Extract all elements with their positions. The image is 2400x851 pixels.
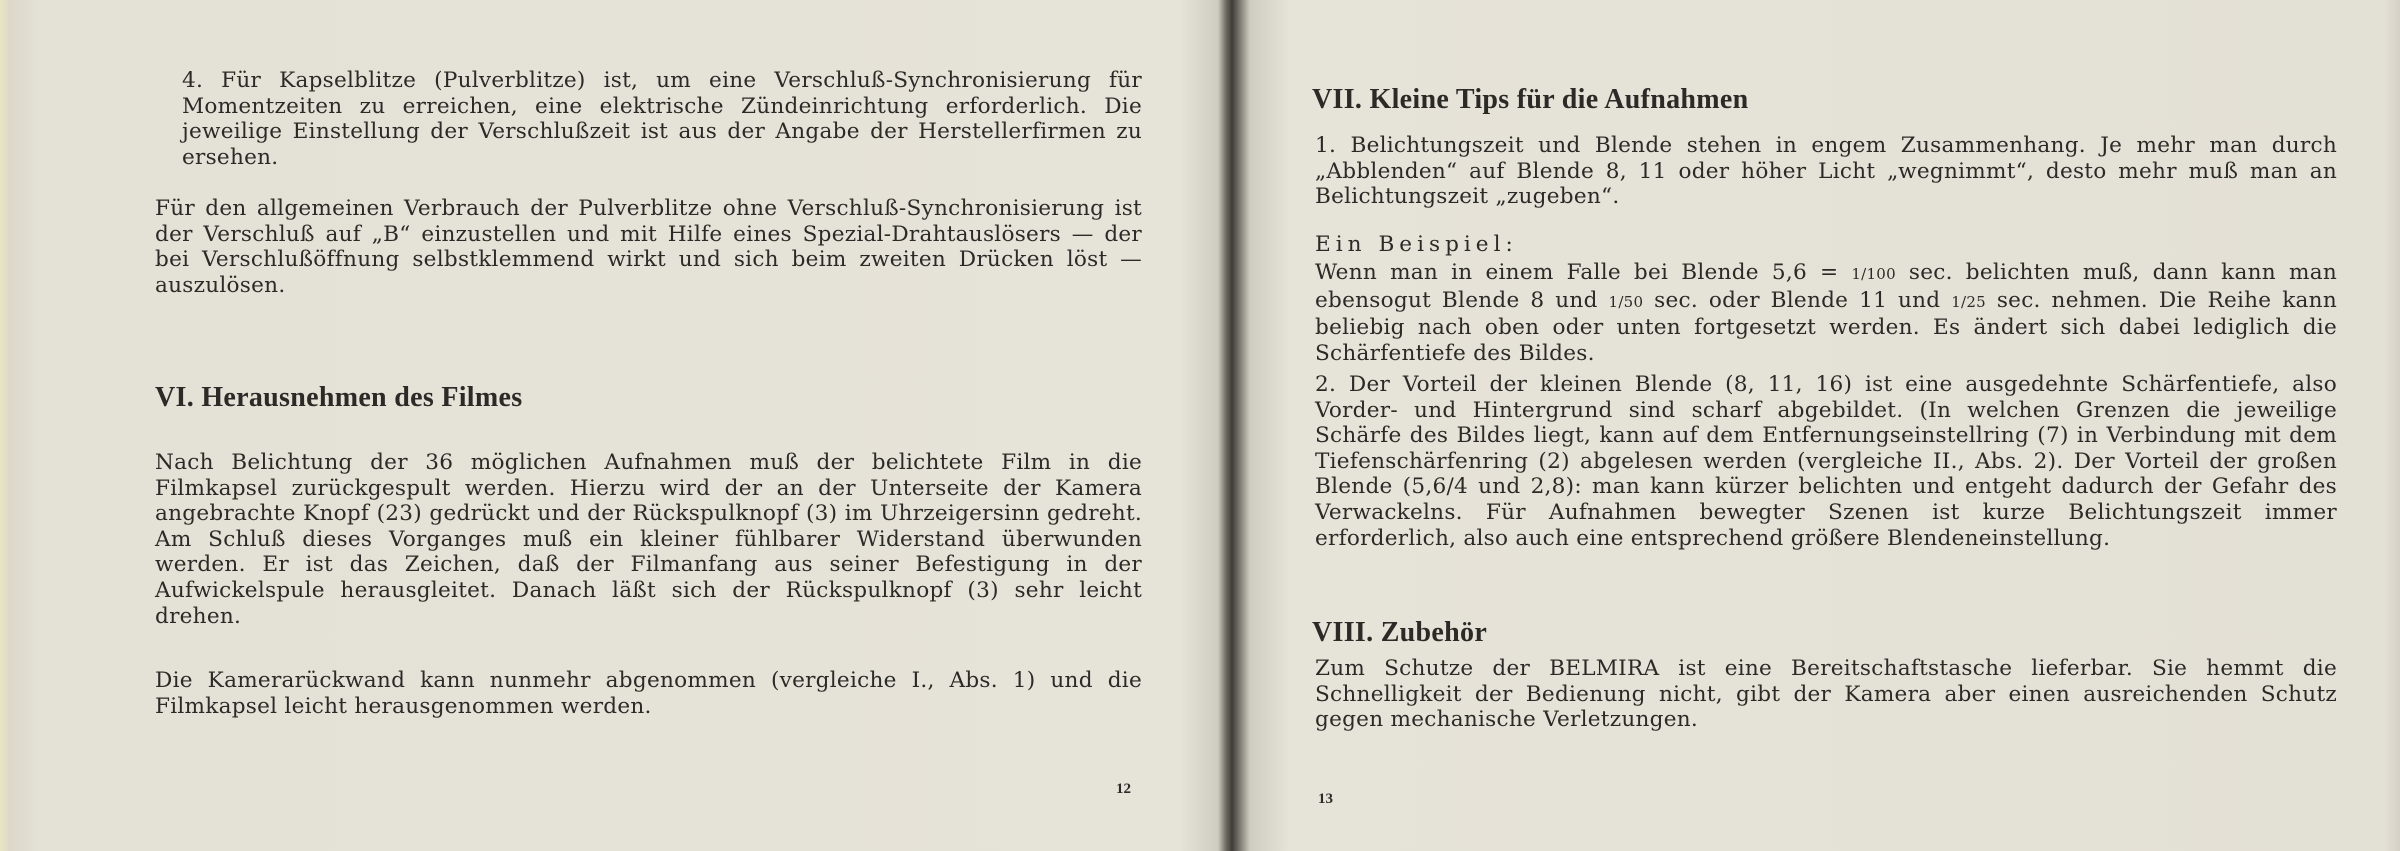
example-text-3: sec. oder Blende 11 und	[1643, 287, 1952, 313]
section-heading-vii: VII. Kleine Tips für die Aufnahmen	[1312, 84, 1749, 115]
section-heading-vi: VI. Herausnehmen des Filmes	[155, 382, 523, 413]
section-heading-viii: VIII. Zubehör	[1312, 617, 1488, 648]
list-item-4: 4. Für Kapselblitze (Pulverblitze) ist, um eine Verschluß-Synchronisierung für Momentzeiten zu erreichen, eine elektrische Zündeinrichtung erforderlich. Die jeweilige Einstellung der Verschlußzeit ist aus der Angabe der Herstellerfirmen zu ersehen.	[182, 68, 1142, 170]
paragraph-rueckwand: Die Kamerarückwand kann nunmehr abgenommen (vergleiche I., Abs. 1) und die Filmkapsel leicht herausgenommen werden.	[155, 668, 1142, 719]
right-page	[1232, 0, 2400, 851]
tip-1: 1. Belichtungszeit und Blende stehen in engem Zusammenhang. Je mehr man durch „Abblenden“ auf Blende 8, 11 oder höher Licht „wegnimmt“, desto mehr muß man an Belichtungszeit „zugeben“.	[1315, 133, 2337, 210]
tip-2: 2. Der Vorteil der kleinen Blende (8, 11, 16) ist eine ausgedehnte Schärfentiefe, also Vorder- und Hintergrund sind scharf abgebildet. (In welchen Grenzen die jeweilige Schärfe des Bildes liegt, kann auf dem Entfernungseinstellring (7) in Verbindung mit dem Tiefenschärfenring (2) abgelesen werden (vergleiche II., Abs. 2). Der Vorteil der großen Blende (5,6/4 und 2,8): man kann kürzer belichten und entgeht dadurch der Gefahr des Verwackelns. Für Aufnahmen bewegter Szenen ist kurze Belichtungszeit immer erforderlich, also auch eine entsprechend größere Blendeneinstellung.	[1315, 372, 2337, 551]
fraction-1-100: 1/100	[1851, 265, 1896, 283]
paragraph-zubehoer: Zum Schutze der BELMIRA ist eine Bereitschaftstasche lieferbar. Sie hemmt die Schnelligkeit der Bedienung nicht, gibt der Kamera aber einen ausreichenden Schutz gegen mechanische Verletzungen.	[1315, 656, 2337, 733]
fraction-1-25: 1/25	[1951, 292, 1986, 311]
example-paragraph	[1315, 260, 2337, 366]
example-label: Ein Beispiel:	[1315, 232, 1518, 257]
page-number-right: 13	[1318, 791, 1333, 807]
paragraph-film: Nach Belichtung der 36 möglichen Aufnahmen muß der belichtete Film in die Filmkapsel zurückgespult werden. Hierzu wird der an der Unterseite der Kamera angebrachte Knopf (23) gedrückt und der Rückspulknopf (3) im Uhrzeigersinn gedreht. Am Schluß dieses Vorganges muß ein kleiner fühlbarer Widerstand überwunden werden. Er ist das Zeichen, daß der Filmanfang aus seiner Befestigung in der Aufwickelspule herausgleitet. Danach läßt sich der Rückspulknopf (3) sehr leicht drehen.	[155, 450, 1142, 629]
example-text-4: sec. nehmen. Die Reihe kann beliebig nach oben oder unten fortgesetzt werden. Es ändert sich dabei lediglich die Schärfentiefe des Bildes.	[1315, 287, 2337, 366]
fraction-1-50: 1/50	[1608, 292, 1644, 311]
paragraph-pulverblitze: Für den allgemeinen Verbrauch der Pulverblitze ohne Verschluß-Synchronisierung ist der Verschluß auf „B“ einzustellen und mit Hilfe eines Spezial-Drahtauslösers — der bei Verschlußöffnung selbstklemmend wirkt und sich beim zweiten Drücken löst — auszulösen.	[155, 196, 1142, 298]
page-number-left: 12	[1116, 781, 1131, 797]
example-text-1: Wenn man in einem Falle bei Blende 5,6 =	[1315, 260, 1852, 285]
example-text-2: sec. belichten muß, dann kann man ebensogut Blende 8 und	[1315, 260, 2337, 313]
